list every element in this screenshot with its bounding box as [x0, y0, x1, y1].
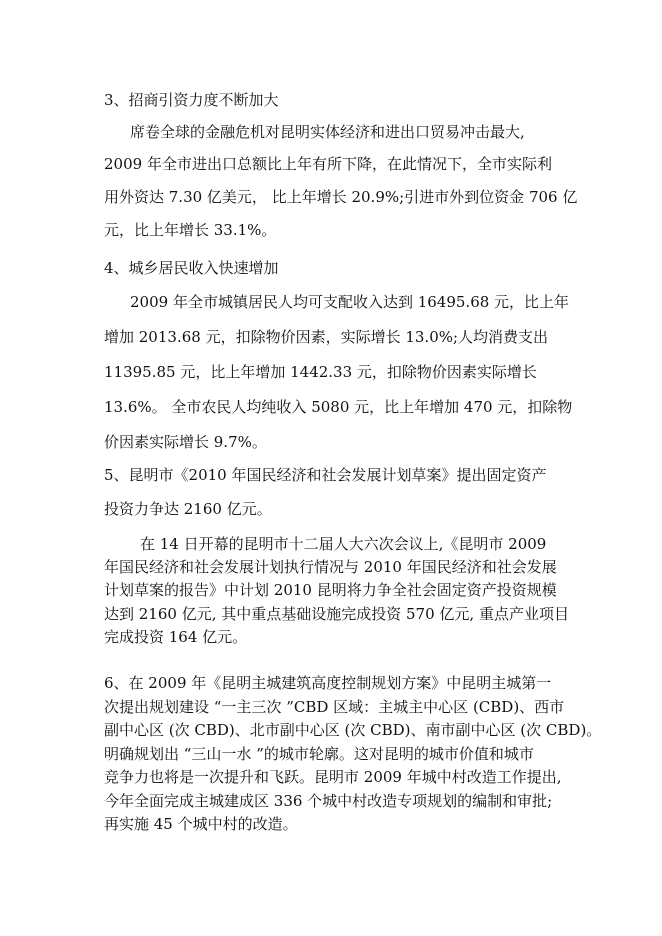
- section4-line-5: 价因素实际增长 9.7%。: [104, 433, 267, 451]
- section4-line-1: 2009 年全市城镇居民人均可支配收入达到 16495.68 元，比上年: [130, 293, 570, 311]
- section4-line-2: 增加 2013.68 元，扣除物价因素，实际增长 13.0%;人均消费支出: [104, 328, 549, 346]
- section3-line-3: 用外资达 7.30 亿美元， 比上年增长 20.9%;引进市外到位资金 706 亿: [104, 188, 578, 206]
- section6-line-2: 次提出规划建设 “一主三次 ”CBD 区域：主城主中心区 (CBD)、西市: [104, 698, 565, 716]
- section4-line-3: 11395.85 元，比上年增加 1442.33 元，扣除物价因素实际增长: [104, 363, 537, 381]
- section6-line-7: 再实施 45 个城中村的改造。: [104, 815, 298, 833]
- section3-line-1: 席卷全球的金融危机对昆明实体经济和进出口贸易冲击最大,: [130, 123, 525, 141]
- section4-heading: 4、城乡居民收入快速增加: [104, 259, 279, 277]
- section3-line-2: 2009 年全市进出口总额比上年有所下降，在此情况下，全市实际利: [104, 155, 552, 173]
- section6-line-1: 6、在 2009 年《昆明主城建筑高度控制规划方案》中昆明主城第一: [104, 674, 552, 692]
- section4-line-4: 13.6%。 全市农民人均纯收入 5080 元，比上年增加 470 元，扣除物: [104, 398, 573, 416]
- section5-line-2: 年国民经济和社会发展计划执行情况与 2010 年国民经济和社会发展: [104, 558, 557, 576]
- section5-heading-line-2: 投资力争达 2160 亿元。: [104, 500, 272, 518]
- section3-line-4: 元，比上年增长 33.1%。: [104, 221, 277, 239]
- section6-line-3: 副中心区 (次 CBD)、北市副中心区 (次 CBD)、南市副中心区 (次 CBD)。: [104, 721, 602, 739]
- section5-line-5: 完成投资 164 亿元。: [104, 628, 248, 646]
- section6-line-6: 今年全面完成主城建成区 336 个城中村改造专项规划的编制和审批;: [104, 792, 553, 810]
- section6-line-4: 明确规划出 “三山一水 ”的城市轮廓。这对昆明的城市价值和城市: [104, 745, 534, 763]
- section6-line-5: 竞争力也将是一次提升和飞跃。昆明市 2009 年城中村改造工作提出,: [104, 768, 562, 786]
- section5-line-4: 达到 2160 亿元, 其中重点基础设施完成投资 570 亿元, 重点产业项目: [104, 605, 569, 623]
- section3-heading: 3、招商引资力度不断加大: [104, 91, 279, 109]
- section5-line-3: 计划草案的报告》中计划 2010 昆明将力争全社会固定资产投资规模: [104, 581, 557, 599]
- section5-line-1: 在 14 日开幕的昆明市十二届人大六次会议上,《昆明市 2009: [140, 535, 547, 553]
- section5-heading-line-1: 5、昆明市《2010 年国民经济和社会发展计划草案》提出固定资产: [104, 466, 547, 484]
